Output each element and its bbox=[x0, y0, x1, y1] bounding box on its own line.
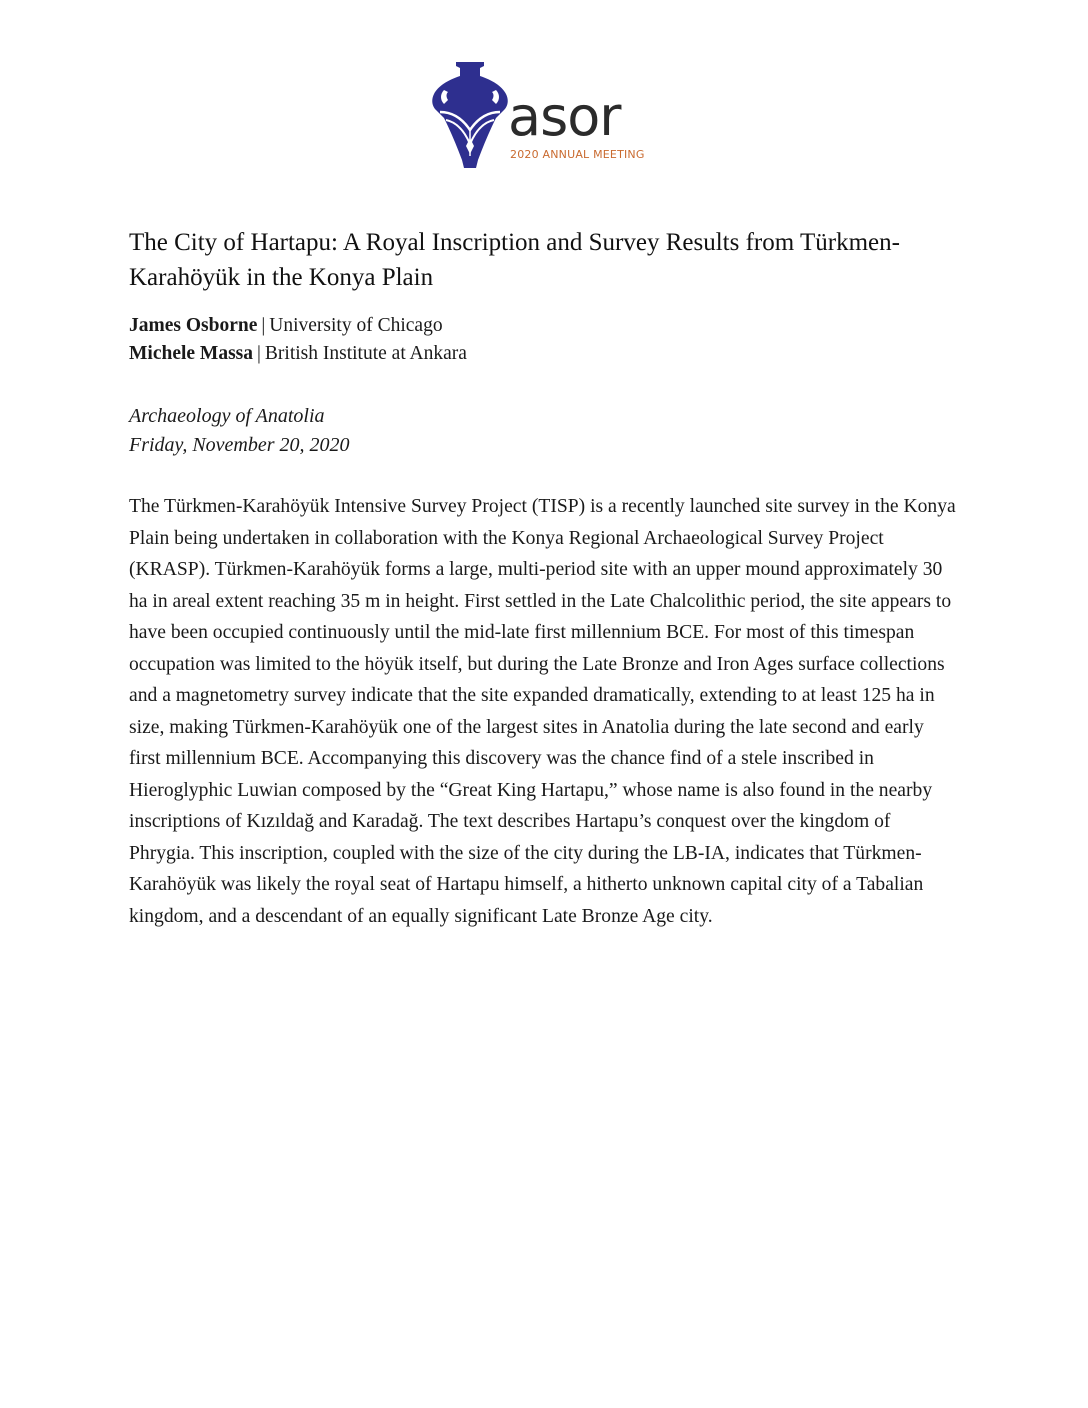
author-line bbox=[129, 312, 959, 340]
author-affiliation: British Institute at Ankara bbox=[264, 343, 467, 364]
logo-subtitle: 2020 ANNUAL MEETING bbox=[510, 148, 645, 161]
abstract-text: The Türkmen-Karahöyük Intensive Survey Project (TISP) is a recently launched site survey in the Konya Plain being undertaken in collaboration with the Konya Regional Archaeological Survey Project (KRASP). Türkmen-Karahöyük forms a large, multi-period site with an upper mound approximately 30 ha in areal extent reaching 35 m in height. First settled in the Late Chalcolithic period, the site appears to have been occupied continuously until the mid-late first millennium BCE. For most of this timespan occupation was limited to the höyük itself, but during the Late Bronze and Iron Ages surface collections and a magnetometry survey indicate that the site expanded dramatically, extending to at least 125 ha in size, making Türkmen-Karahöyük one of the largest sites in Anatolia during the late second and early first millennium BCE. Accompanying this discovery was the chance find of a stele inscribed in Hieroglyphic Luwian composed by the “Great King Hartapu,” whose name is also found in the nearby inscriptions of Kızıldağ and Karadağ. The text describes Hartapu’s conquest over the kingdom of Phrygia. This inscription, coupled with the size of the city during the LB-IA, indicates that Türkmen-Karahöyük was likely the royal seat of Hartapu himself, a hitherto unknown capital city of a Tabalian kingdom, and a descendant of an equally significant Late Bronze Age city. bbox=[129, 496, 956, 927]
session-info bbox=[129, 402, 959, 460]
author-list bbox=[129, 312, 959, 368]
author-separator: | bbox=[261, 315, 266, 336]
author-separator: | bbox=[257, 343, 261, 364]
session-date: Friday, November 20, 2020 bbox=[129, 434, 350, 456]
author-line bbox=[129, 340, 959, 368]
vase-icon bbox=[430, 60, 510, 170]
asor-logo bbox=[430, 60, 670, 170]
paper-title: The City of Hartapu: A Royal Inscription and Survey Results from Türkmen-Karahöyük in the Konya Plain bbox=[129, 229, 900, 291]
session-name: Archaeology of Anatolia bbox=[129, 405, 325, 427]
logo-wordmark: asor bbox=[508, 85, 621, 148]
author-affiliation: University of Chicago bbox=[269, 315, 443, 336]
author-name: Michele Massa bbox=[129, 343, 254, 364]
author-name: James Osborne bbox=[129, 315, 258, 336]
